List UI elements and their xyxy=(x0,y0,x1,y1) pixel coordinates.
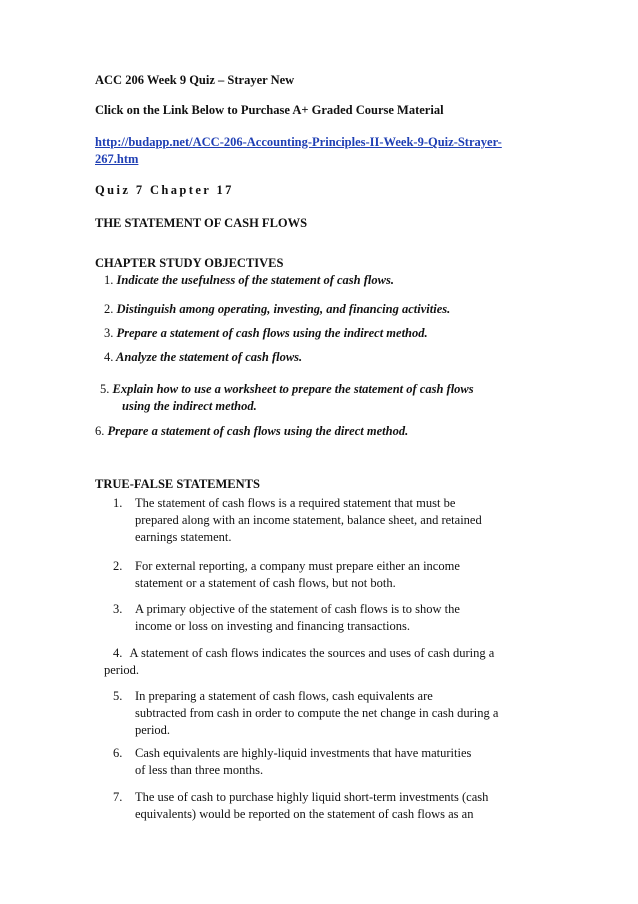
objective-item xyxy=(104,301,450,318)
tf-line: A primary objective of the statement of cash flows is to show the xyxy=(135,602,460,616)
objective-text: Analyze the statement of cash flows. xyxy=(116,350,303,364)
tf-item-4 xyxy=(104,645,524,679)
objective-text-cont: using the indirect method. xyxy=(122,399,257,413)
objective-item xyxy=(104,325,428,342)
objective-text: Indicate the usefulness of the statement of cash flows. xyxy=(116,273,394,287)
tf-line: equivalents) would be reported on the statement of cash flows as an xyxy=(135,807,474,821)
objective-number: 1. xyxy=(104,273,114,287)
tf-number: 6. xyxy=(113,746,123,760)
tf-item-6 xyxy=(135,745,515,779)
true-false-heading: TRUE-FALSE STATEMENTS xyxy=(95,477,260,491)
document-title: ACC 206 Week 9 Quiz – Strayer New xyxy=(95,73,295,87)
tf-number: 2. xyxy=(113,559,123,573)
quiz-chapter-heading: Quiz 7 Chapter 17 xyxy=(95,183,234,197)
objective-item xyxy=(95,423,408,440)
tf-line: Cash equivalents are highly-liquid investments that have maturities xyxy=(135,746,472,760)
objective-text: Explain how to use a worksheet to prepare the statement of cash flows xyxy=(112,382,474,396)
objective-number: 6. xyxy=(95,424,105,438)
tf-line: statement or a statement of cash flows, but not both. xyxy=(135,576,396,590)
tf-number: 3. xyxy=(113,602,123,616)
tf-number: 7. xyxy=(113,790,123,804)
tf-line: income or loss on investing and financing transactions. xyxy=(135,619,410,633)
tf-line: period. xyxy=(104,663,140,677)
objective-item xyxy=(100,381,530,415)
objective-text: Prepare a statement of cash flows using the direct method. xyxy=(107,424,409,438)
tf-line: A statement of cash flows indicates the sources and uses of cash during a xyxy=(129,646,495,660)
tf-item-3 xyxy=(135,601,515,635)
tf-item-1 xyxy=(135,495,515,546)
objective-number: 4. xyxy=(104,350,114,364)
tf-number: 4. xyxy=(113,646,123,660)
tf-number: 5. xyxy=(113,689,123,703)
tf-line: prepared along with an income statement, balance sheet, and retained xyxy=(135,513,482,527)
tf-line: The statement of cash flows is a required statement that must be xyxy=(135,496,456,510)
objective-item xyxy=(104,272,394,289)
objective-item xyxy=(104,349,302,366)
purchase-link-line1[interactable]: http://budapp.net/ACC-206-Accounting-Principles-II-Week-9-Quiz-Strayer- xyxy=(95,135,502,149)
tf-item-5 xyxy=(135,688,515,739)
purchase-link[interactable] xyxy=(95,134,535,168)
purchase-instruction: Click on the Link Below to Purchase A+ Graded Course Material xyxy=(95,103,444,117)
tf-line: In preparing a statement of cash flows, cash equivalents are xyxy=(135,689,433,703)
tf-line: subtracted from cash in order to compute the net change in cash during a xyxy=(135,706,499,720)
tf-item-2 xyxy=(135,558,515,592)
tf-item-7 xyxy=(135,789,515,823)
tf-line: For external reporting, a company must prepare either an income xyxy=(135,559,460,573)
tf-line: earnings statement. xyxy=(135,530,232,544)
objectives-heading: CHAPTER STUDY OBJECTIVES xyxy=(95,256,284,270)
objective-number: 5. xyxy=(100,382,110,396)
tf-number: 1. xyxy=(113,496,123,510)
objective-text: Prepare a statement of cash flows using the indirect method. xyxy=(116,326,428,340)
objective-number: 3. xyxy=(104,326,114,340)
tf-line: period. xyxy=(135,723,171,737)
tf-line: of less than three months. xyxy=(135,763,264,777)
objective-number: 2. xyxy=(104,302,114,316)
objective-text: Distinguish among operating, investing, and financing activities. xyxy=(116,302,451,316)
statement-title: THE STATEMENT OF CASH FLOWS xyxy=(95,216,308,230)
tf-line: The use of cash to purchase highly liquid short-term investments (cash xyxy=(135,790,489,804)
purchase-link-line2[interactable]: 267.htm xyxy=(95,152,139,166)
